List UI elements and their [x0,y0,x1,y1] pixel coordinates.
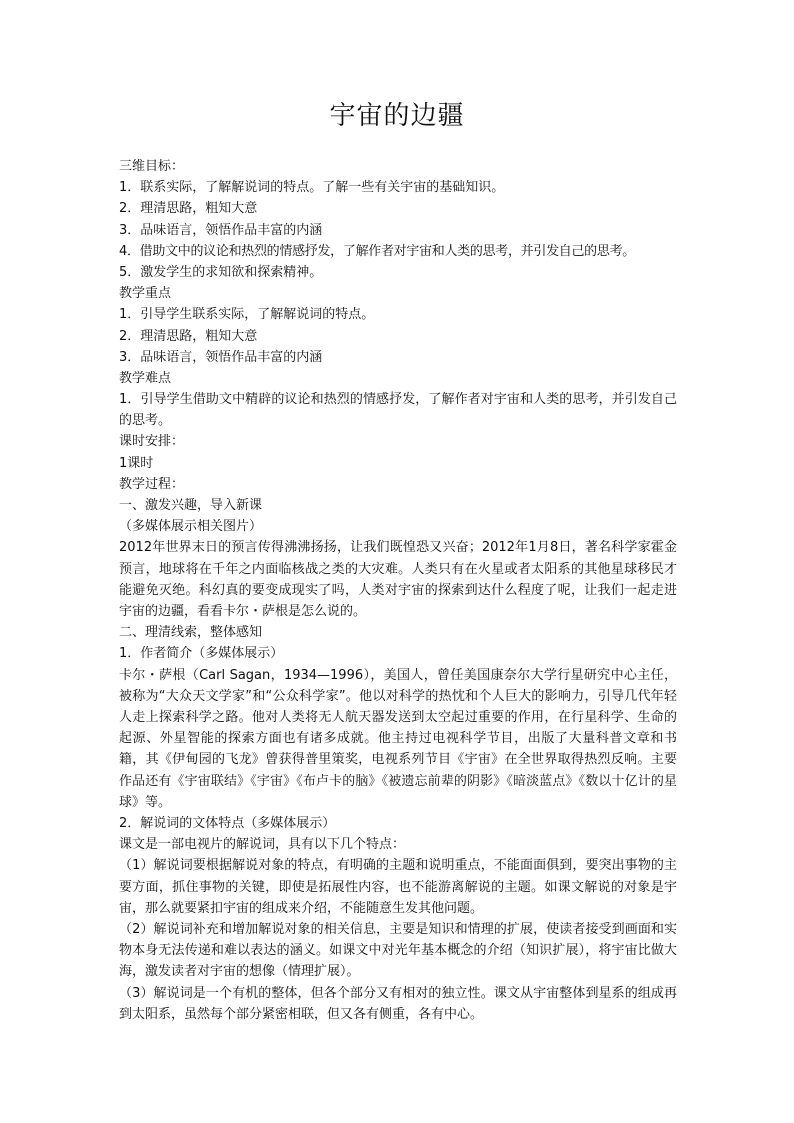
objective-item: 2．理清思路，粗知大意 [119,201,258,217]
schedule-value: 1课时 [119,455,154,471]
objective-item: 3．品味语言，领悟作品丰富的内涵 [119,222,323,238]
feature-paragraph: （3）解说词是一个有机的整体，但各个部分又有相对的独立性。课文从宇宙整体到星系的组成再到太阳系，虽然每个部分紧密相联，但又各有侧重，各有中心。 [119,985,677,1022]
subsection-heading-author: 1．作者简介（多媒体展示） [119,646,284,662]
intro-paragraph: 2012年世界末日的预言传得沸沸扬扬，让我们既惶恐又兴奋；2012年1月8日，著名科学家霍金预言，地球将在千年之内面临核战之类的大灾难。人类只有在火星或者太阳系的其他星球移民才能避免灭绝。科幻真的要变成现实了吗，人类对宇宙的探索到达什么程度了呢，让我们一起走进宇宙的边疆，看看卡尔・萨根是怎么说的。 [119,540,677,620]
process-step-heading: 一、激发兴趣，导入新课 [119,498,263,514]
objective-item: 4．借助文中的议论和热烈的情感抒发，了解作者对宇宙和人类的思考，并引发自己的思考。 [119,243,635,259]
multimedia-note: （多媒体展示相关图片） [119,519,263,535]
objective-item: 5．激发学生的求知欲和探索精神。 [119,264,323,280]
subsection-heading-genre: 2．解说词的文体特点（多媒体展示） [119,816,336,832]
feature-paragraph: （2）解说词补充和增加解说对象的相关信息，主要是知识和情理的扩展，使读者接受到画面和实物本身无法传递和难以表达的涵义。如课文中对光年基本概念的介绍（知识扩展），将宇宙比做大海，激发读者对宇宙的想像（情理扩展）。 [119,922,677,980]
section-heading-schedule: 课时安排： [119,434,185,450]
section-heading-key-points: 教学重点 [119,286,172,302]
document-title: 宇宙的边疆 [329,101,465,131]
genre-intro: 课文是一部电视片的解说词，具有以下几个特点： [119,837,406,853]
section-heading-objectives: 三维目标： [119,159,185,174]
process-step-heading: 二、理清线索，整体感知 [119,625,263,641]
document-body [119,156,677,1025]
objective-item: 1．联系实际，了解解说词的特点。了解一些有关宇宙的基础知识。 [119,180,505,196]
section-heading-process: 教学过程： [119,476,185,492]
key-point-item: 2．理清思路，粗知大意 [119,328,258,344]
author-paragraph: 卡尔・萨根（Carl Sagan，1934—1996），美国人，曾任美国康奈尔大学行星研究中心主任，被称为“大众天文学家”和“公众科学家”。他以对科学的热忱和个人巨大的影响力，引导几代年轻人走上探索科学之路。他对人类将无人航天器发送到太空起过重要的作用，在行星科学、生命的起源、外星智能的探索方面也有诸多成就。他主持过电视科学节目，出版了大量科普文章和书籍，其《伊甸园的飞龙》曾获得普里策奖，电视系列节目《宇宙》在全世界取得热烈反响。主要作品还有《宇宙联结》《宇宙》《布卢卡的脑》《被遗忘前辈的阴影》《暗淡蓝点》《数以十亿计的星球》等。 [119,667,677,810]
key-point-item: 3．品味语言，领悟作品丰富的内涵 [119,349,323,365]
difficulty-item: 1．引导学生借助文中精辟的议论和热烈的情感抒发，了解作者对宇宙和人类的思考，并引发自己的思考。 [119,392,677,429]
section-heading-difficulties: 教学难点 [119,370,172,386]
feature-paragraph: （1）解说词要根据解说对象的特点，有明确的主题和说明重点，不能面面俱到，要突出事物的主要方面，抓住事物的关键，即使是拓展性内容，也不能游离解说的主题。如课文解说的对象是宇宙，那么就要紧扣宇宙的组成来介绍，不能随意生发其他问题。 [119,858,677,916]
key-point-item: 1．引导学生联系实际，了解解说词的特点。 [119,307,375,323]
